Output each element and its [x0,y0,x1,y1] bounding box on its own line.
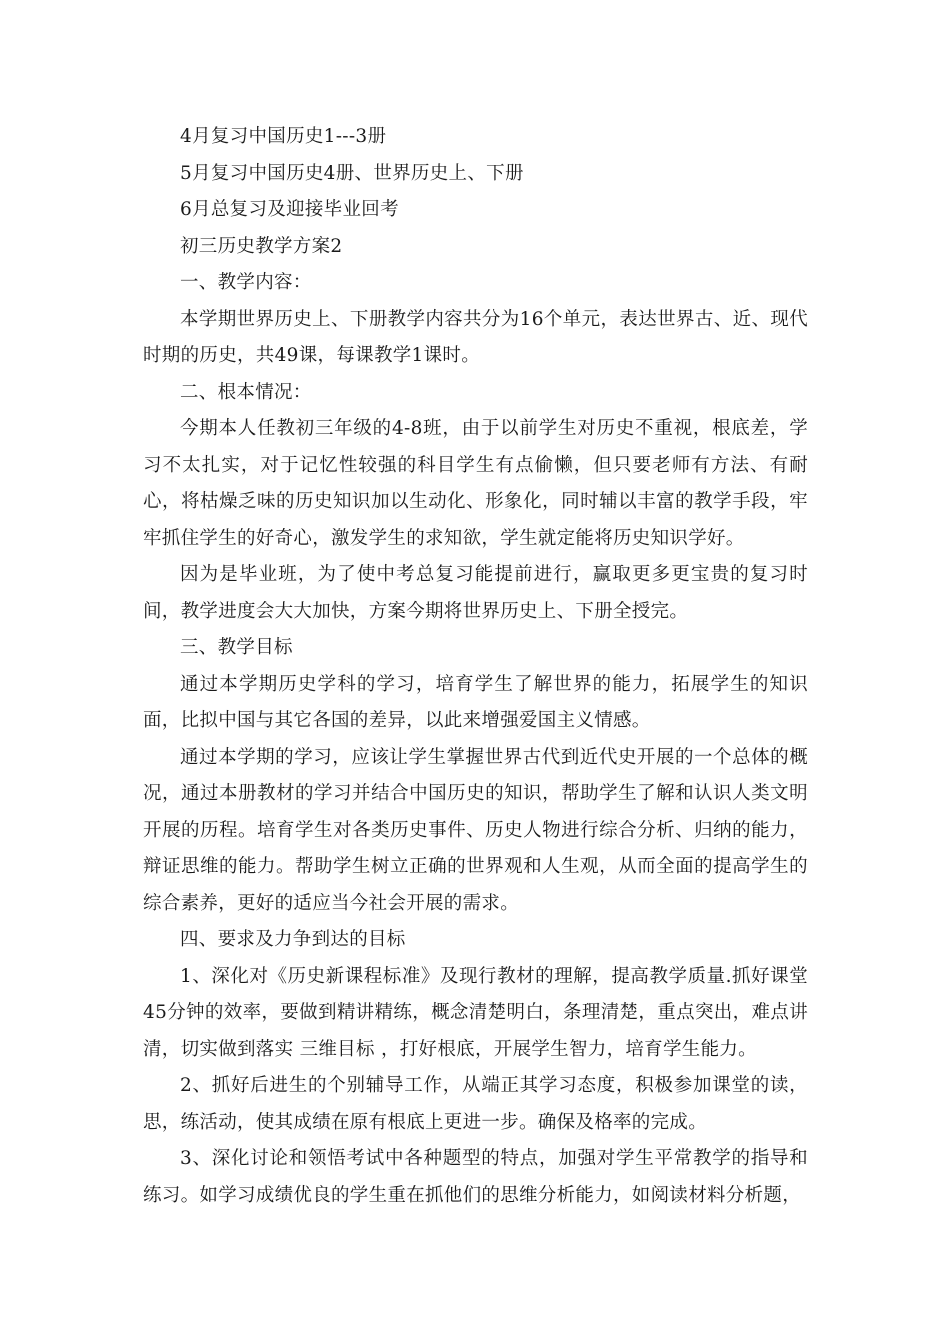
paragraph-review-june: 6月总复习及迎接毕业回考 [180,199,399,220]
paragraph-basic-situation: 今期本人任教初三年级的4-8班，由于以前学生对历史不重视，根底差，学习不太扎实，对于记忆性较强的科目学生有点偷懒，但只要老师有方法、有耐心，将枯燥乏味的历史知识加以生动化、形象化，同时辅以丰富的教学手段，牢牢抓住学生的好奇心，激发学生的求知欲，学生就定能将历史知识学好。 [143,418,808,549]
heading-requirements: 四、要求及力争到达的目标 [180,929,406,950]
paragraph-review-may: 5月复习中国历史4册、世界历史上、下册 [180,162,524,184]
heading-teaching-content: 一、教学内容： [180,272,312,293]
paragraph-goals-1: 通过本学期历史学科的学习，培育学生了解世界的能力，拓展学生的知识面，比拟中国与其它各国的差异，以此来增强爱国主义情感。 [143,673,808,731]
paragraph-requirement-3: 3、深化讨论和领悟考试中各种题型的特点，加强对学生平常教学的指导和练习。如学习成绩优良的学生重在抓他们的思维分析能力，如阅读材料分析题， [143,1148,808,1206]
heading-basic-situation: 二、根本情况： [180,381,312,403]
paragraph-requirement-1: 1、深化对《历史新课程标准》及现行教材的理解，提高教学质量.抓好课堂45分钟的效率，要做到精讲精练，概念清楚明白，条理清楚，重点突出，难点讲清，切实做到落实 三维目标 ，打好根底，开展学生智力，培育学生能力。 [143,965,808,1060]
section-title-plan-2: 初三历史教学方案2 [180,235,343,257]
heading-teaching-goals: 三、教学目标 [180,637,293,658]
paragraph-graduating-class: 因为是毕业班，为了使中考总复习能提前进行，赢取更多更宝贵的复习时间，教学进度会大大加快，方案今期将世界历史上、下册全授完。 [143,564,808,622]
paragraph-review-april: 4月复习中国历史1---3册 [180,126,387,147]
paragraph-goals-2: 通过本学期的学习，应该让学生掌握世界古代到近代史开展的一个总体的概况，通过本册教材的学习并结合中国历史的知识，帮助学生了解和认识人类文明开展的历程。培育学生对各类历史事件、历史人物进行综合分析、归纳的能力，辩证思维的能力。帮助学生树立正确的世界观和人生观，从而全面的提高学生的综合素养，更好的适应当今社会开展的需求。 [143,746,808,914]
paragraph-requirement-2: 2、抓好后进生的个别辅导工作，从端正其学习态度，积极参加课堂的读，思，练活动，使其成绩在原有根底上更进一步。确保及格率的完成。 [143,1075,808,1133]
paragraph-teaching-content: 本学期世界历史上、下册教学内容共分为16个单元，表达世界古、近、现代时期的历史，共49课，每课教学1课时。 [143,308,808,366]
document-body [143,119,808,1214]
